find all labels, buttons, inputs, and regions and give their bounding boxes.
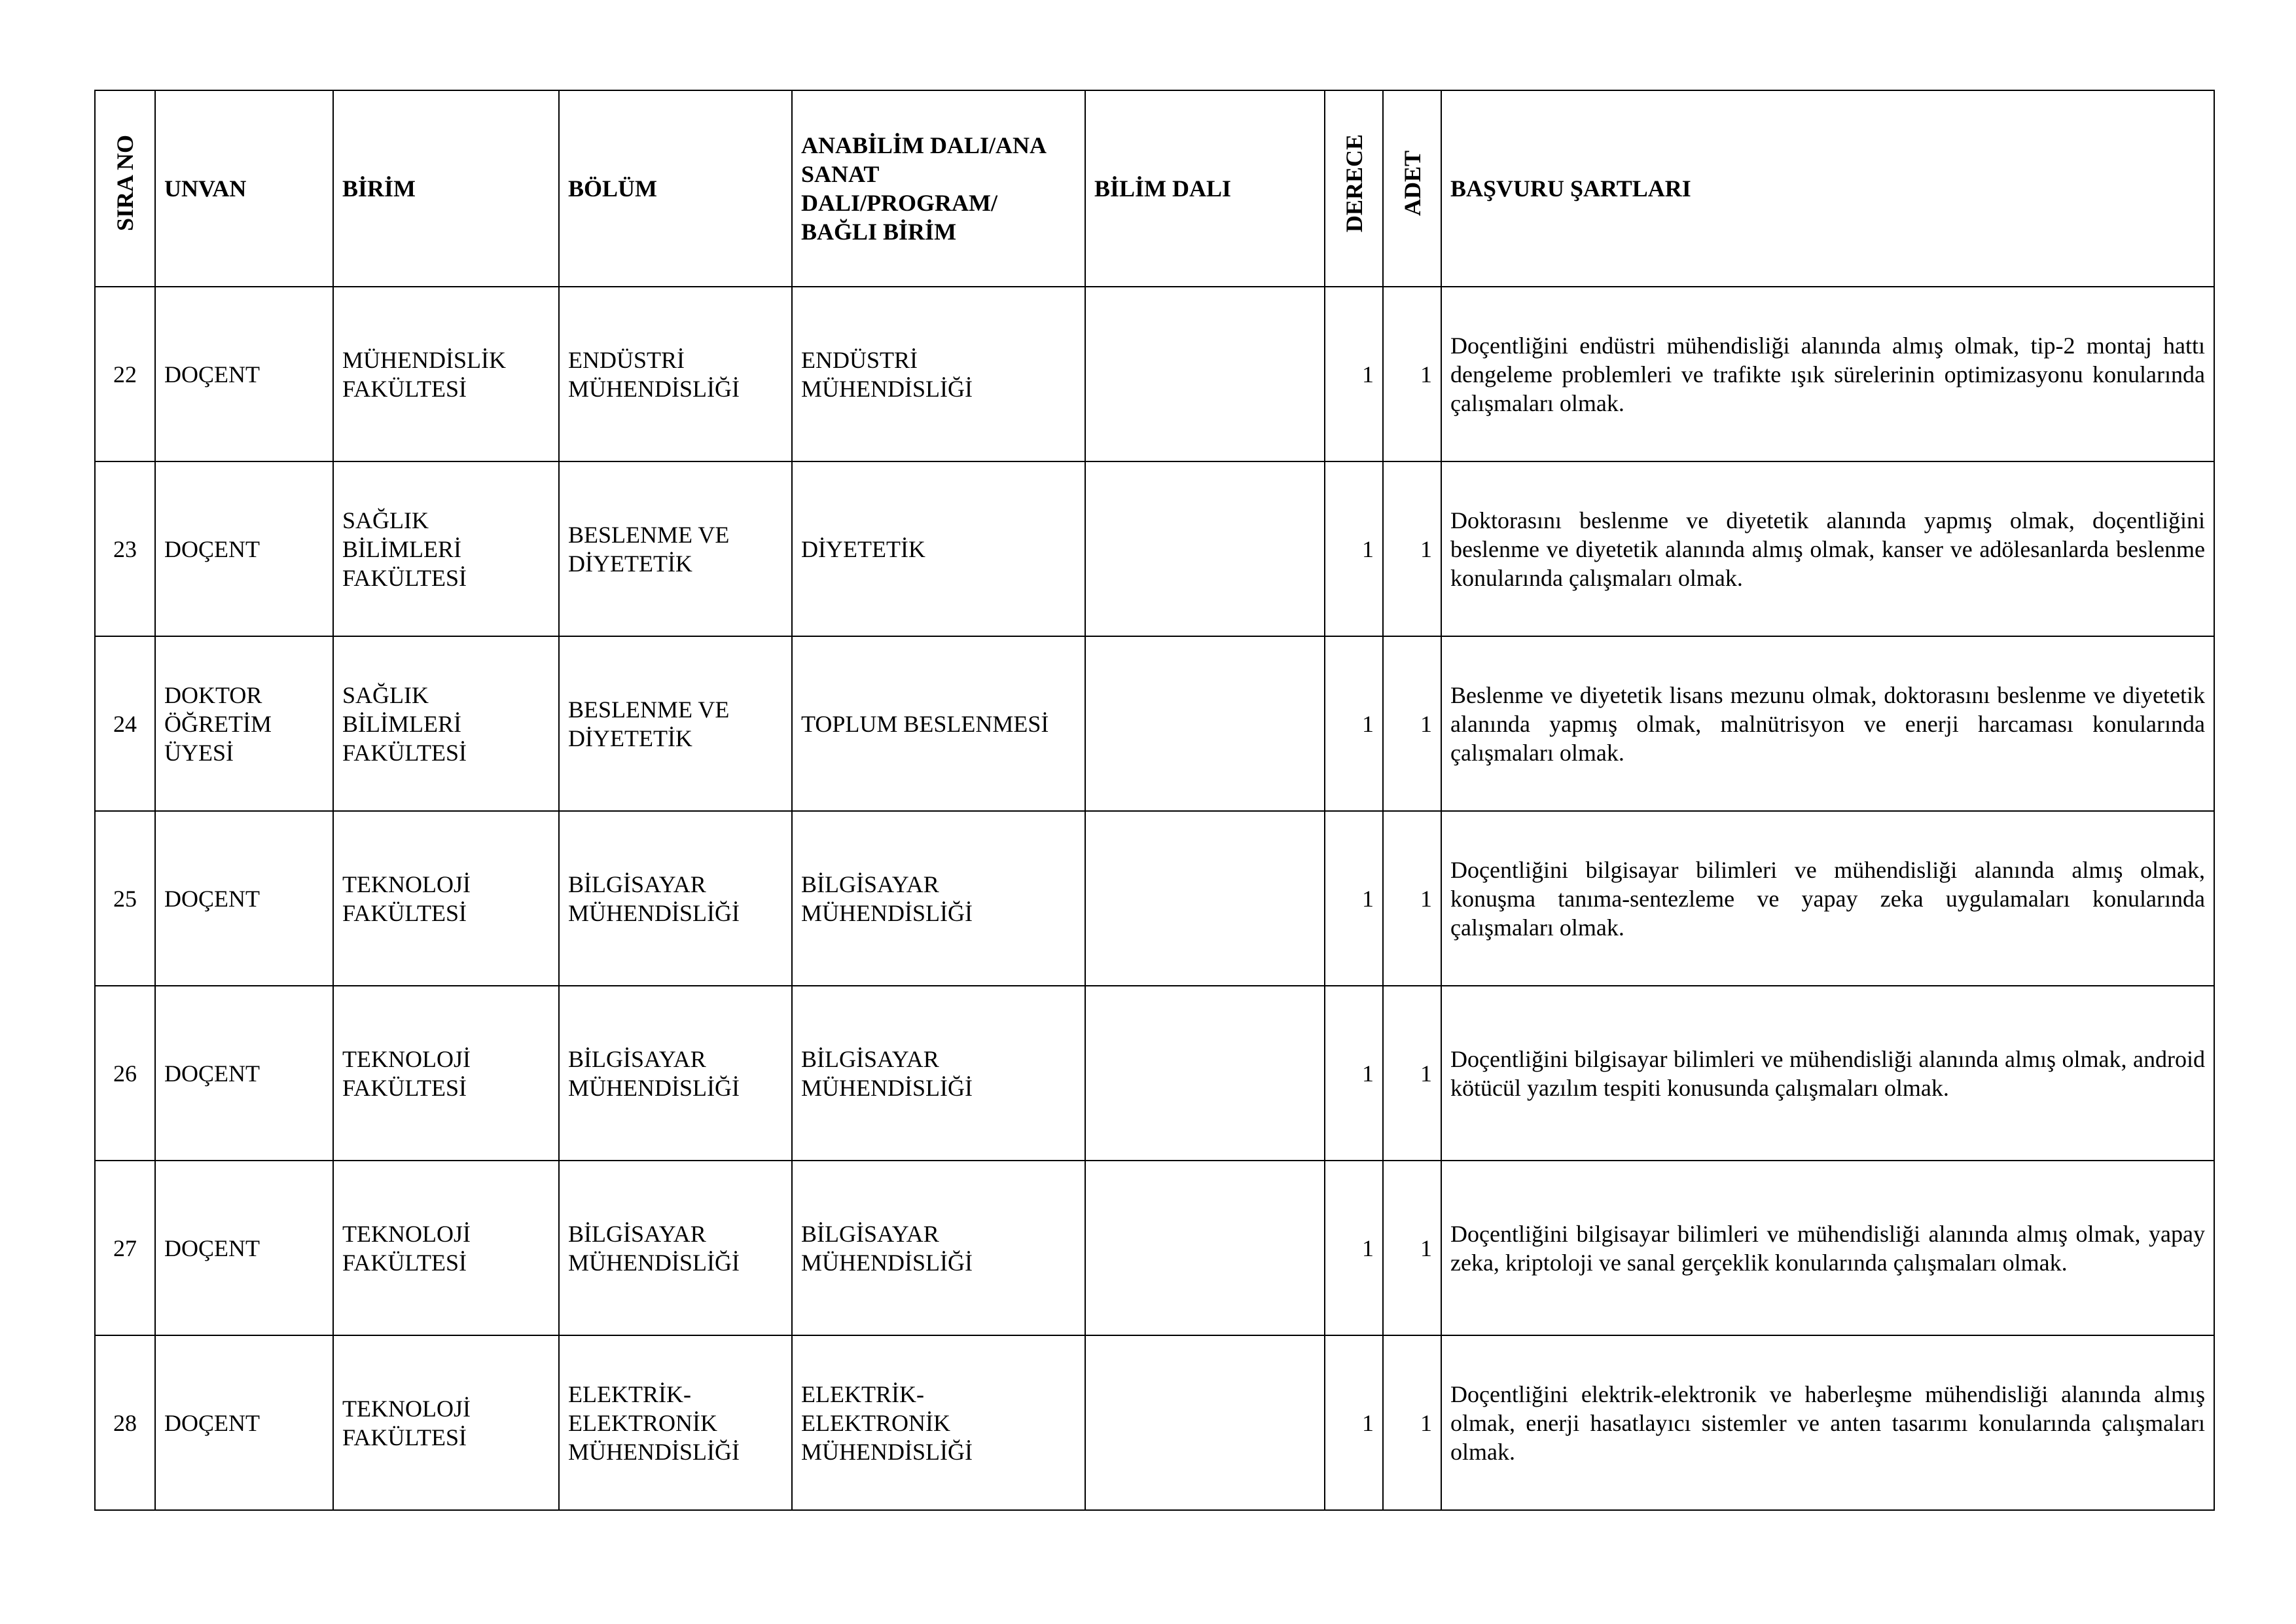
header-basvuru-sartlari: BAŞVURU ŞARTLARI <box>1441 90 2214 287</box>
cell-unvan: DOÇENT <box>155 287 333 461</box>
cell-birim: TEKNOLOJİ FAKÜLTESİ <box>333 1161 559 1335</box>
cell-bolum: ELEKTRİK- ELEKTRONİK MÜHENDİSLİĞİ <box>559 1335 792 1510</box>
table-row <box>95 287 2214 461</box>
cell-basvuru-sartlari: Beslenme ve diyetetik lisans mezunu olmak, doktorasını beslenme ve diyetetik alanında yapmış olmak, malnütrisyon ve enerji harcaması konularında çalışmaları olmak. <box>1441 636 2214 811</box>
cell-basvuru-sartlari: Doçentliğini bilgisayar bilimleri ve mühendisliği alanında almış olmak, yapay zeka, kriptoloji ve sanal gerçeklik konularında çalışmaları olmak. <box>1441 1161 2214 1335</box>
header-birim: BİRİM <box>333 90 559 287</box>
cell-bilim-dali <box>1085 1335 1325 1510</box>
cell-sira-no: 25 <box>95 811 155 986</box>
cell-adet: 1 <box>1383 1161 1441 1335</box>
table-row <box>95 461 2214 636</box>
cell-bolum: BESLENME VE DİYETETİK <box>559 461 792 636</box>
cell-bilim-dali <box>1085 986 1325 1161</box>
cell-bilim-dali <box>1085 636 1325 811</box>
header-bolum: BÖLÜM <box>559 90 792 287</box>
cell-unvan: DOÇENT <box>155 1161 333 1335</box>
cell-unvan: DOÇENT <box>155 461 333 636</box>
cell-anabilim-dali: BİLGİSAYAR MÜHENDİSLİĞİ <box>792 1161 1085 1335</box>
cell-basvuru-sartlari: Doçentliğini elektrik-elektronik ve haberleşme mühendisliği alanında almış olmak, enerji hasatlayıcı sistemler ve anten tasarımı konularında çalışmaları olmak. <box>1441 1335 2214 1510</box>
cell-adet: 1 <box>1383 1335 1441 1510</box>
cell-birim: MÜHENDİSLİK FAKÜLTESİ <box>333 287 559 461</box>
cell-basvuru-sartlari: Doçentliğini bilgisayar bilimleri ve mühendisliği alanında almış olmak, konuşma tanıma-sentezleme ve yapay zeka uygulamaları konularında çalışmaları olmak. <box>1441 811 2214 986</box>
table-body <box>95 287 2214 1510</box>
header-row <box>95 90 2214 287</box>
header-derece: DERECE <box>1325 90 1383 287</box>
table-row <box>95 1335 2214 1510</box>
cell-bolum: BİLGİSAYAR MÜHENDİSLİĞİ <box>559 986 792 1161</box>
cell-sira-no: 24 <box>95 636 155 811</box>
cell-unvan: DOÇENT <box>155 986 333 1161</box>
cell-basvuru-sartlari: Doçentliğini bilgisayar bilimleri ve mühendisliği alanında almış olmak, android kötücül yazılım tespiti konusunda çalışmaları olmak. <box>1441 986 2214 1161</box>
header-anabilim-dali: ANABİLİM DALI/ANA SANAT DALI/PROGRAM/ BAĞLI BİRİM <box>792 90 1085 287</box>
header-unvan: UNVAN <box>155 90 333 287</box>
cell-bilim-dali <box>1085 461 1325 636</box>
cell-adet: 1 <box>1383 811 1441 986</box>
table-row <box>95 636 2214 811</box>
cell-anabilim-dali: BİLGİSAYAR MÜHENDİSLİĞİ <box>792 811 1085 986</box>
cell-bilim-dali <box>1085 287 1325 461</box>
cell-bilim-dali <box>1085 811 1325 986</box>
header-sira-no: SIRA NO <box>95 90 155 287</box>
cell-unvan: DOÇENT <box>155 1335 333 1510</box>
cell-birim: TEKNOLOJİ FAKÜLTESİ <box>333 811 559 986</box>
cell-anabilim-dali: ENDÜSTRİ MÜHENDİSLİĞİ <box>792 287 1085 461</box>
cell-derece: 1 <box>1325 636 1383 811</box>
cell-anabilim-dali: DİYETETİK <box>792 461 1085 636</box>
table-row <box>95 1161 2214 1335</box>
cell-sira-no: 27 <box>95 1161 155 1335</box>
cell-sira-no: 22 <box>95 287 155 461</box>
cell-bolum: BİLGİSAYAR MÜHENDİSLİĞİ <box>559 811 792 986</box>
cell-adet: 1 <box>1383 461 1441 636</box>
cell-sira-no: 28 <box>95 1335 155 1510</box>
cell-derece: 1 <box>1325 461 1383 636</box>
cell-anabilim-dali: TOPLUM BESLENMESİ <box>792 636 1085 811</box>
header-adet: ADET <box>1383 90 1441 287</box>
table-row <box>95 986 2214 1161</box>
cell-adet: 1 <box>1383 287 1441 461</box>
table-row <box>95 811 2214 986</box>
cell-derece: 1 <box>1325 986 1383 1161</box>
cell-derece: 1 <box>1325 1335 1383 1510</box>
cell-bolum: BİLGİSAYAR MÜHENDİSLİĞİ <box>559 1161 792 1335</box>
cell-bolum: BESLENME VE DİYETETİK <box>559 636 792 811</box>
cell-unvan: DOÇENT <box>155 811 333 986</box>
header-bilim-dali: BİLİM DALI <box>1085 90 1325 287</box>
cell-derece: 1 <box>1325 287 1383 461</box>
cell-sira-no: 23 <box>95 461 155 636</box>
cell-birim: TEKNOLOJİ FAKÜLTESİ <box>333 1335 559 1510</box>
cell-birim: SAĞLIK BİLİMLERİ FAKÜLTESİ <box>333 461 559 636</box>
cell-sira-no: 26 <box>95 986 155 1161</box>
cell-adet: 1 <box>1383 636 1441 811</box>
cell-basvuru-sartlari: Doçentliğini endüstri mühendisliği alanında almış olmak, tip-2 montaj hattı dengeleme problemleri ve trafikte ışık sürelerinin optimizasyonu konularında çalışmaları olmak. <box>1441 287 2214 461</box>
cell-birim: TEKNOLOJİ FAKÜLTESİ <box>333 986 559 1161</box>
cell-birim: SAĞLIK BİLİMLERİ FAKÜLTESİ <box>333 636 559 811</box>
positions-table <box>94 90 2215 1511</box>
cell-derece: 1 <box>1325 811 1383 986</box>
cell-anabilim-dali: BİLGİSAYAR MÜHENDİSLİĞİ <box>792 986 1085 1161</box>
cell-bilim-dali <box>1085 1161 1325 1335</box>
cell-unvan: DOKTOR ÖĞRETİM ÜYESİ <box>155 636 333 811</box>
cell-anabilim-dali: ELEKTRİK- ELEKTRONİK MÜHENDİSLİĞİ <box>792 1335 1085 1510</box>
cell-basvuru-sartlari: Doktorasını beslenme ve diyetetik alanında yapmış olmak, doçentliğini beslenme ve diyetetik alanında almış olmak, kanser ve adölesanlarda beslenme konularında çalışmaları olmak. <box>1441 461 2214 636</box>
cell-derece: 1 <box>1325 1161 1383 1335</box>
cell-adet: 1 <box>1383 986 1441 1161</box>
cell-bolum: ENDÜSTRİ MÜHENDİSLİĞİ <box>559 287 792 461</box>
